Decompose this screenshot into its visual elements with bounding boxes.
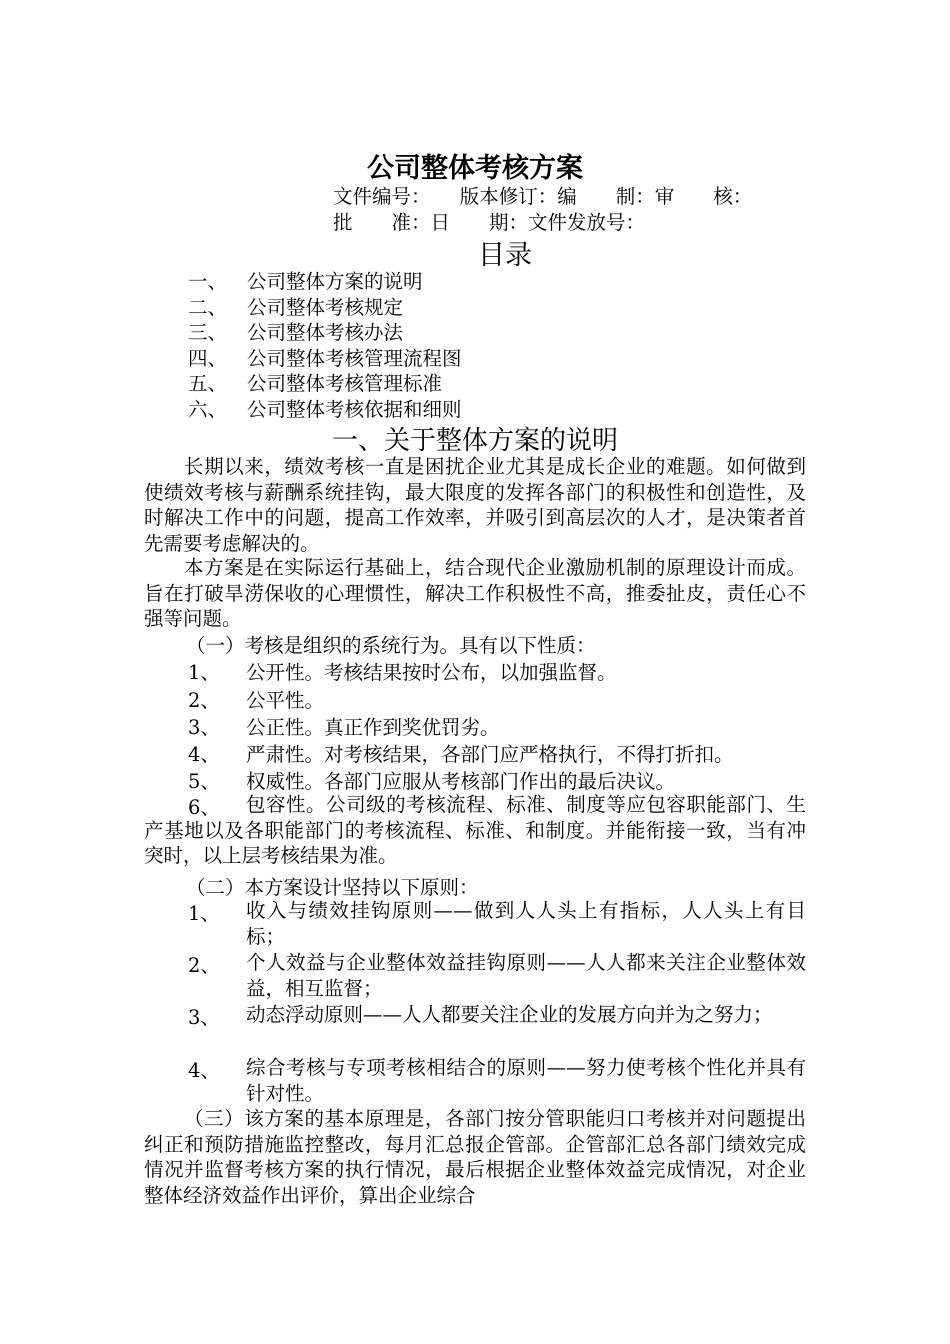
section-heading: 一、关于整体方案的说明 [331,426,618,456]
list-item-text: 公正性。真正作到奖优罚劣。 [246,716,500,739]
toc-item-text: 公司整体考核办法 [247,321,404,344]
subsection-heading: （二）本方案设计坚持以下原则： [186,876,479,899]
list-item-number: 4、 [188,743,220,766]
list-item-text: 公平性。 [246,689,325,712]
toc-item-number: 六、 [188,398,228,421]
list-item-text: 严肃性。对考核结果，各部门应严格执行，不得打折扣。 [246,743,734,766]
toc-item-number: 三、 [188,321,228,344]
list-item-number: 1、 [188,902,220,925]
list-item-number: 2、 [188,954,220,977]
meta-line-1: 文件编号： 版本修订：编 制：审 核： [333,185,753,208]
list-item-text: 包容性。公司级的考核流程、标准、制度等应包容职能部门、生产基地以及各职能部门的考核流程、标准、和制度。并能衔接一致，当有冲突时，以上层考核结果为准。 [144,793,806,868]
toc-item-text: 公司整体考核规定 [247,296,404,319]
toc-title: 目录 [478,240,532,271]
list-item-text: 动态浮动原则——人人都要关注企业的发展方向并为之努力； [246,1003,773,1026]
list-item-text: 公开性。考核结果按时公布，以加强监督。 [246,661,617,684]
list-item-number: 5、 [188,770,220,793]
meta-line-2: 批 准：日 期：文件发放号： [333,211,646,234]
list-item-number: 3、 [188,1006,220,1029]
body-paragraph: 本方案是在实际运行基础上，结合现代企业激励机制的原理设计而成。旨在打破旱涝保收的心理惯性，解决工作积极性不高，推委扯皮，责任心不强等问题。 [144,556,806,631]
list-item-text: 收入与绩效挂钩原则——做到人人头上有指标，人人头上有目标； [246,899,806,948]
toc-item-text: 公司整体考核管理标准 [247,372,443,395]
document-title: 公司整体考核方案 [367,153,583,184]
body-paragraph: （三）该方案的基本原理是，各部门按分管职能归口考核并对问题提出纠正和预防措施监控整改，每月汇总报企管部。企管部汇总各部门绩效完成情况并监督考核方案的执行情况，最后根据企业整体效益完成情况，对企业整体经济效益作出评价，算出企业综合 [144,1107,806,1207]
list-item-number: 2、 [188,689,220,712]
list-item-number: 6、 [188,796,220,819]
toc-item-number: 五、 [188,372,228,395]
toc-item-text: 公司整体考核依据和细则 [247,398,462,421]
toc-item-number: 四、 [188,347,228,370]
list-item-number: 1、 [188,661,220,684]
toc-item-text: 公司整体方案的说明 [247,270,423,293]
list-item-text: 个人效益与企业整体效益挂钩原则——人人都来关注企业整体效益，相互监督； [246,951,806,1000]
toc-item-text: 公司整体考核管理流程图 [247,347,462,370]
list-item-text: 权威性。各部门应服从考核部门作出的最后决议。 [246,770,676,793]
body-paragraph: 长期以来，绩效考核一直是困扰企业尤其是成长企业的难题。如何做到使绩效考核与薪酬系统挂钩，最大限度的发挥各部门的积极性和创造性，及时解决工作中的问题，提高工作效率，并吸引到高层次的人才，是决策者首先需要考虑解决的。 [144,455,806,555]
subsection-heading: （一）考核是组织的系统行为。具有以下性质： [186,634,596,657]
toc-item-number: 二、 [188,296,228,319]
toc-item-number: 一、 [188,270,228,293]
list-item-text: 综合考核与专项考核相结合的原则——努力使考核个性化并具有针对性。 [246,1056,806,1105]
list-item-number: 4、 [188,1059,220,1082]
list-item-number: 3、 [188,716,220,739]
